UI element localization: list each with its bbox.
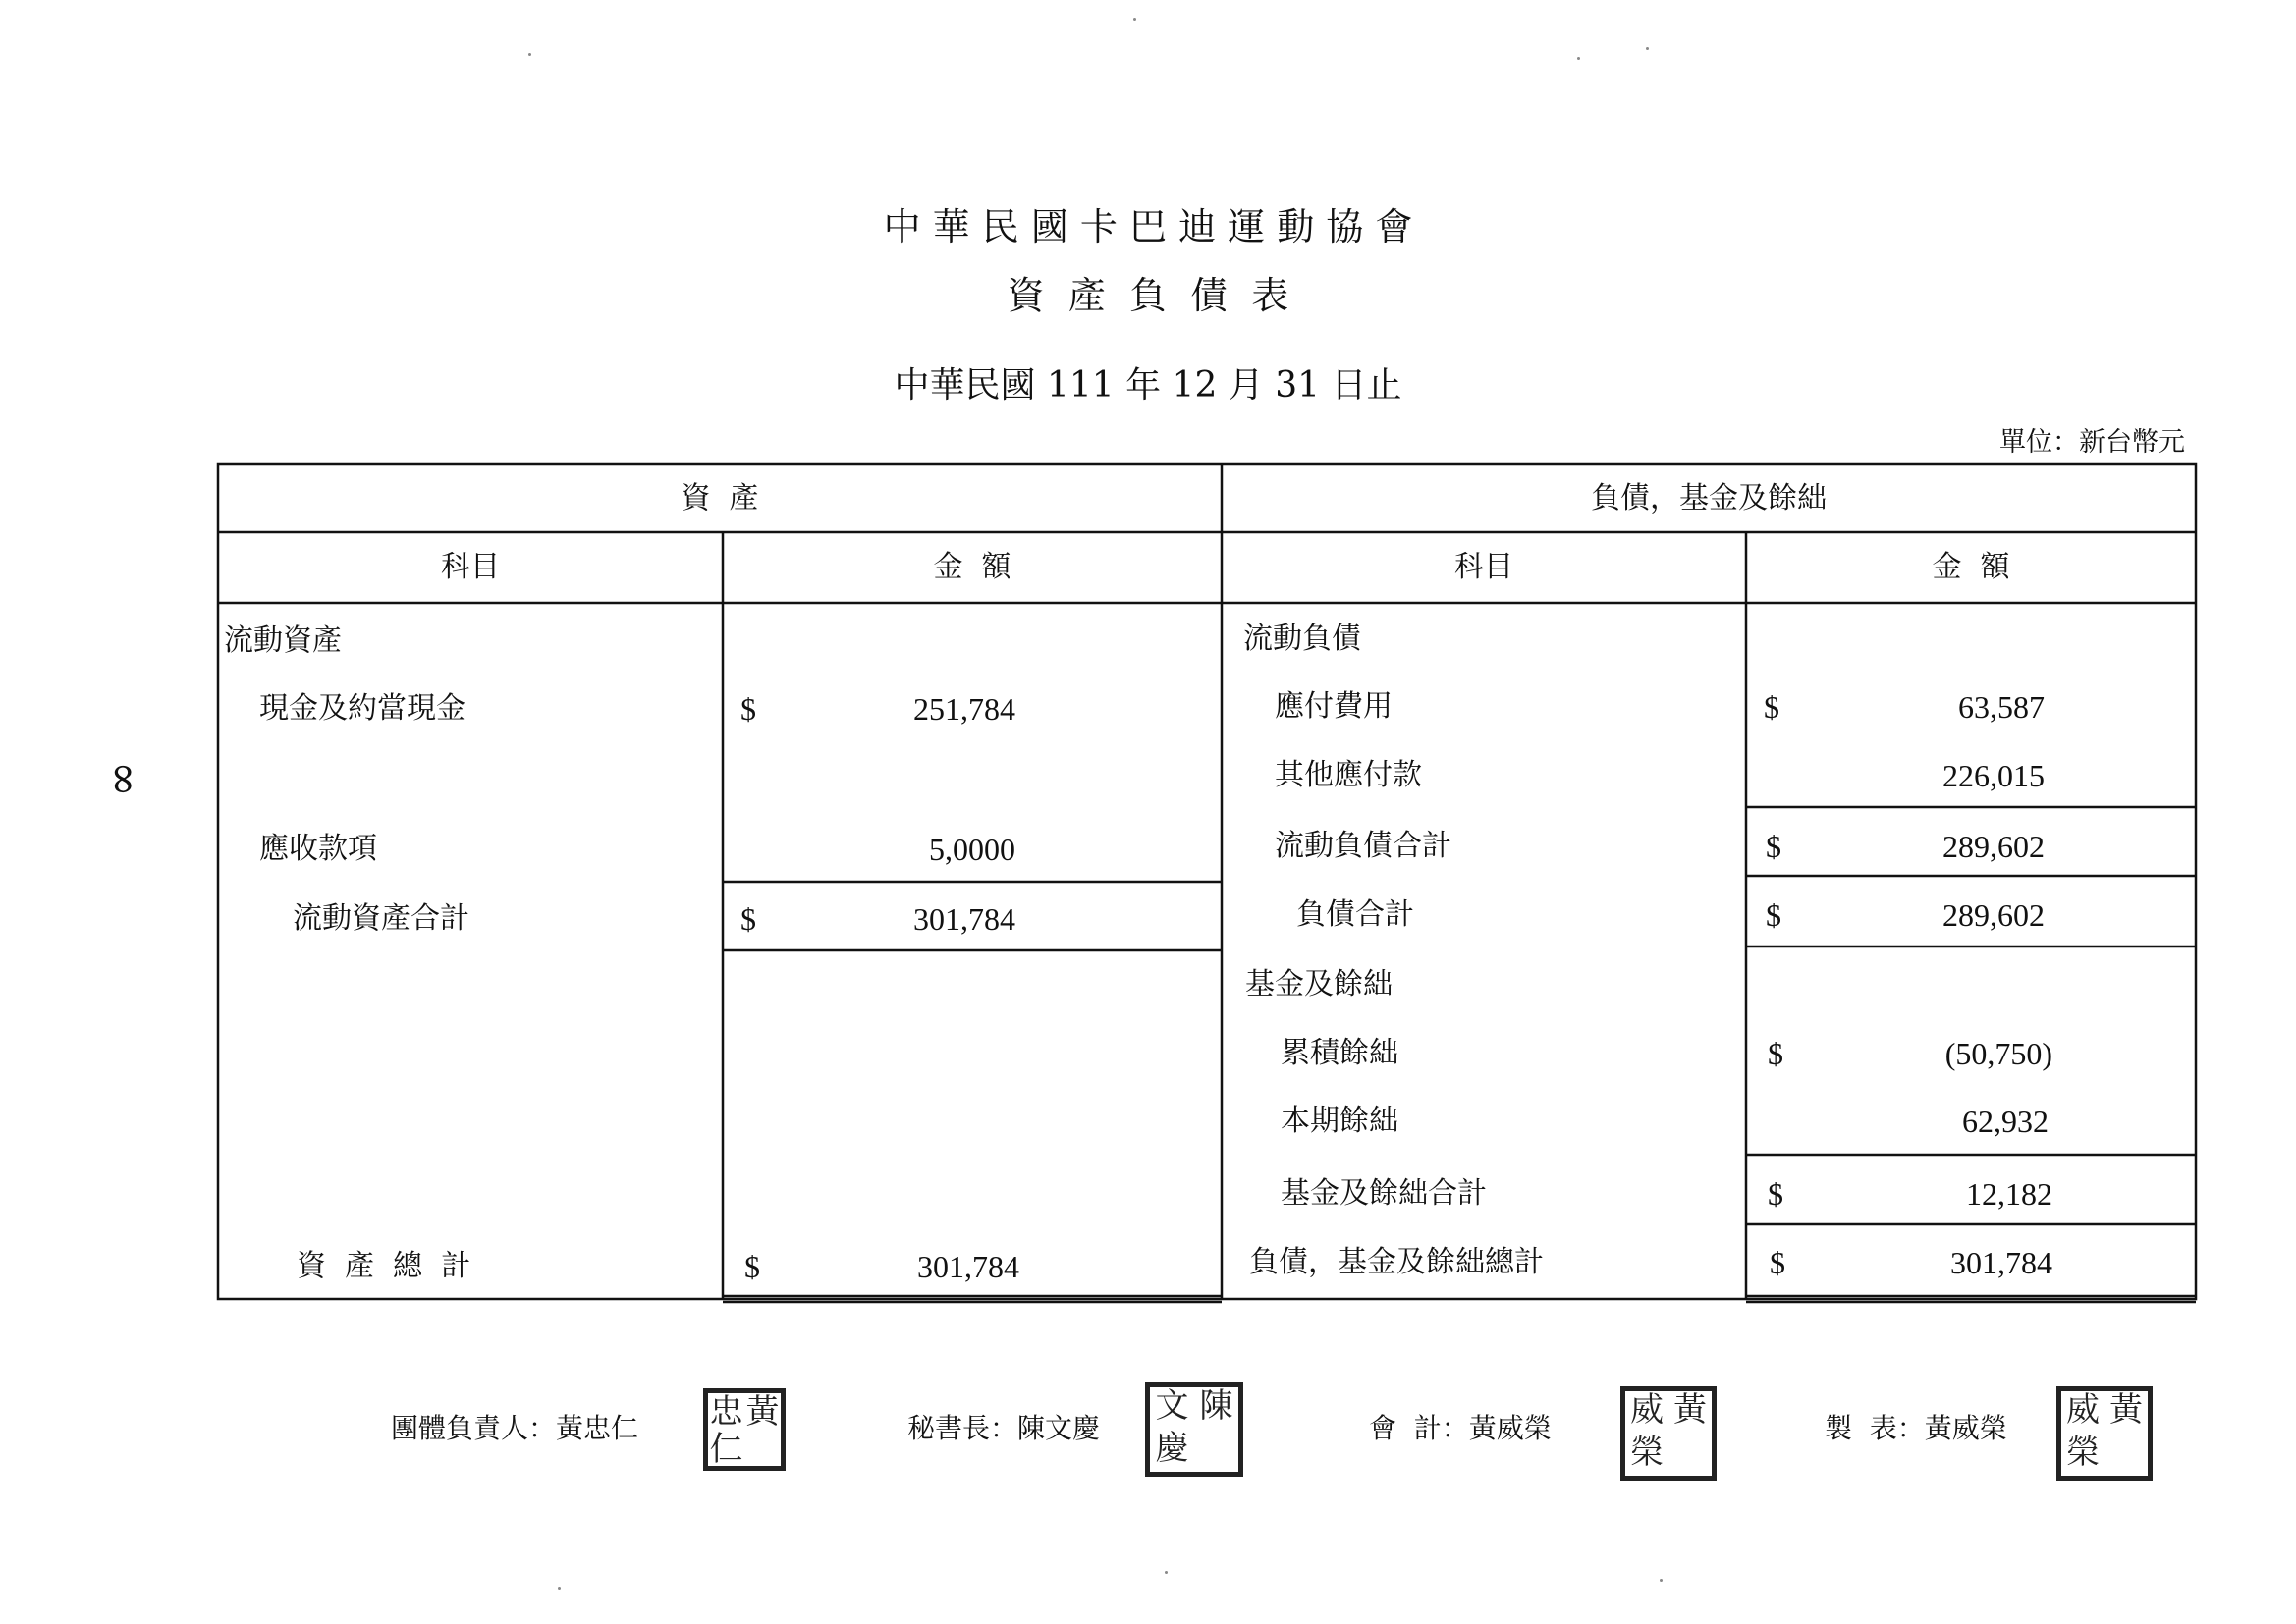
scan-speck — [1660, 1579, 1663, 1582]
accountant-signature-label: 會 計：黃威榮 — [1369, 1412, 1552, 1444]
liabilities-grand-total-value: 301,784 — [1950, 1245, 2052, 1280]
current-period-balance-label: 本期餘絀 — [1281, 1104, 1398, 1138]
organization-name: 中 華 民 國 卡 巴 迪 運 動 協 會 — [883, 205, 1413, 248]
receivable-label: 應收款項 — [259, 832, 377, 866]
liab-amount-header: 金 額 — [1932, 550, 2010, 584]
cash-dollar-sign: $ — [740, 691, 756, 727]
scan-speck — [1165, 1571, 1168, 1574]
scan-speck — [1646, 47, 1649, 50]
preparer-seal: 威 黃 榮 — [2056, 1386, 2153, 1481]
other-payables-label: 其他應付款 — [1275, 758, 1422, 792]
secretary-signature-label: 秘書長：陳文慶 — [907, 1412, 1101, 1444]
current-assets-total-dollar-sign: $ — [740, 901, 756, 937]
current-liabilities-total-value: 289,602 — [1942, 829, 2045, 864]
scan-speck — [528, 53, 531, 56]
accountant-seal: 威 黃 榮 — [1620, 1386, 1717, 1481]
secretary-seal: 文 陳 慶 — [1145, 1382, 1243, 1477]
fund-balance-total-dollar-sign: $ — [1768, 1176, 1783, 1212]
current-assets-total-value: 301,784 — [913, 901, 1015, 937]
current-liabilities-heading: 流動負債 — [1243, 622, 1361, 656]
document-title: 資 產 負 債 表 — [1007, 274, 1289, 317]
current-assets-total-label: 流動資產合計 — [293, 901, 469, 936]
accrued-expenses-value: 63,587 — [1958, 689, 2045, 725]
assets-amount-header: 金 額 — [933, 550, 1011, 584]
report-period: 中華民國 111 年 12 月 31 日止 — [894, 365, 1402, 406]
assets-subject-header: 科目 — [441, 550, 500, 584]
leader-seal: 忠 黃 仁 — [703, 1388, 786, 1471]
current-assets-heading: 流動資產 — [224, 623, 342, 658]
cash-value: 251,784 — [913, 691, 1015, 727]
liabilities-total-value: 289,602 — [1942, 897, 2045, 933]
assets-grand-total-value: 301,784 — [917, 1249, 1019, 1284]
page-margin-mark: ∞ — [98, 761, 149, 797]
assets-grand-total-dollar-sign: $ — [744, 1249, 760, 1284]
current-liabilities-total-label: 流動負債合計 — [1275, 829, 1451, 863]
current-liabilities-total-dollar-sign: $ — [1766, 829, 1781, 864]
accrued-expenses-label: 應付費用 — [1275, 689, 1393, 724]
fund-balance-heading: 基金及餘絀 — [1245, 967, 1393, 1001]
accumulated-balance-dollar-sign: $ — [1768, 1036, 1783, 1071]
currency-unit: 單位：新台幣元 — [1999, 427, 2185, 458]
liabilities-grand-total-dollar-sign: $ — [1770, 1245, 1785, 1280]
accumulated-balance-label: 累積餘絀 — [1281, 1036, 1398, 1070]
liabilities-total-label: 負債合計 — [1296, 897, 1414, 932]
scan-speck — [1133, 18, 1136, 21]
cash-label: 現金及約當現金 — [259, 691, 465, 726]
assets-grand-total-label: 資 產 總 計 — [297, 1249, 471, 1283]
accrued-expenses-dollar-sign: $ — [1764, 689, 1779, 725]
scan-speck — [1577, 57, 1580, 60]
liabilities-section-header: 負債，基金及餘絀 — [1591, 481, 1827, 515]
accumulated-balance-value: (50,750) — [1944, 1036, 2052, 1071]
receivable-value: 5,0000 — [929, 832, 1015, 867]
liab-subject-header: 科目 — [1454, 550, 1513, 584]
fund-balance-total-label: 基金及餘絀合計 — [1281, 1176, 1487, 1211]
other-payables-value: 226,015 — [1942, 758, 2045, 793]
scan-speck — [558, 1587, 561, 1590]
current-period-balance-value: 62,932 — [1962, 1104, 2049, 1139]
leader-signature-label: 團體負責人：黃忠仁 — [391, 1412, 639, 1444]
fund-balance-total-value: 12,182 — [1966, 1176, 2052, 1212]
assets-section-header: 資 產 — [681, 481, 759, 515]
liabilities-total-dollar-sign: $ — [1766, 897, 1781, 933]
preparer-signature-label: 製 表：黃威榮 — [1825, 1412, 2007, 1444]
liabilities-fund-grand-total-label: 負債，基金及餘絀總計 — [1249, 1245, 1544, 1279]
